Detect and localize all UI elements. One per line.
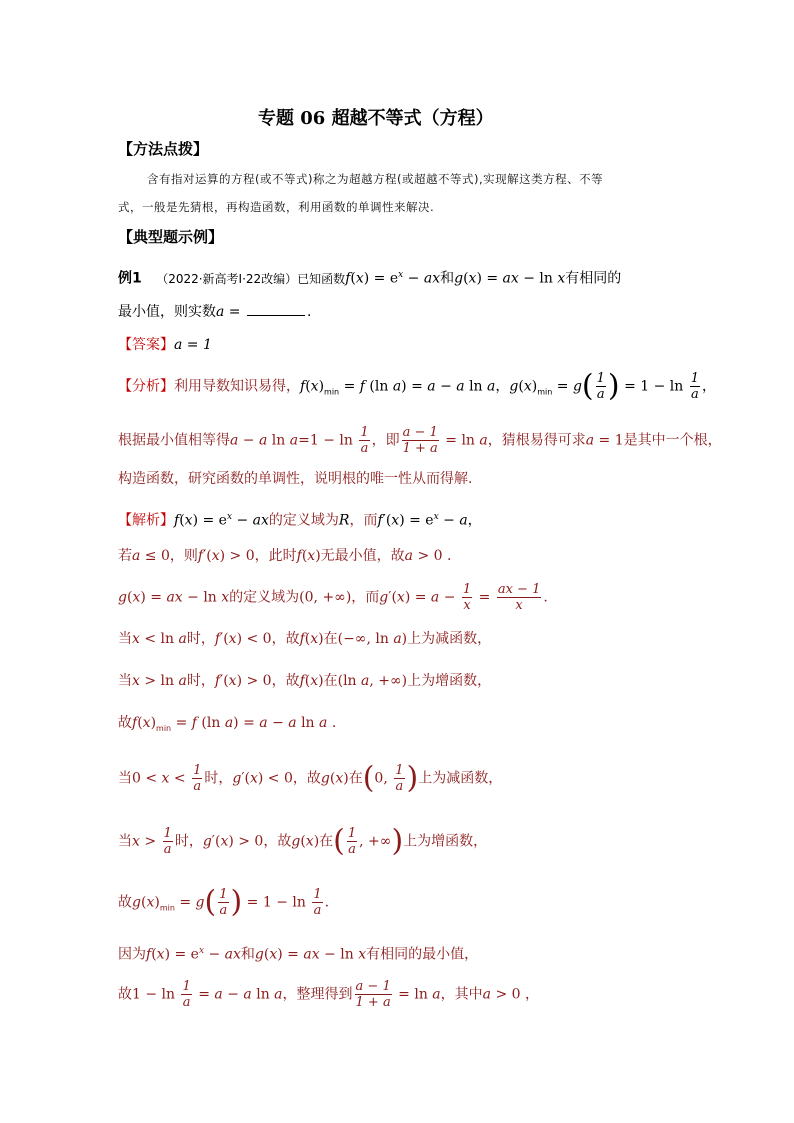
page-title: 专题 06 超越不等式（方程） [258, 108, 494, 129]
answer-tag: 【答案】 [118, 337, 174, 353]
solution-line-1: 【解析】$f(x) = e^x$ − ax的定义域为R，而$f'(x) = e^x - a$， [118, 512, 482, 529]
solution-line-4: 当x < ln a时，f′(x) < 0，故f(x)在(−∞, ln a)上为减函数， [118, 631, 492, 647]
solution-line-6: 故$f(x)_{min} = f$ (ln a) = a − a ln a . [118, 715, 337, 733]
solution-line-8: 当x > $\frac{1}{a}$ 时，g′(x) > 0，故g(x)在( $\frac{1}{a}$ , +∞)上为增函数， [118, 823, 488, 859]
solution-line-9: 故$g(x)_{min} = g$( $\frac{1}{a}$ ) = 1 − ln $\frac{1}{a}$ . [118, 884, 330, 920]
example-and: 和 [440, 270, 455, 287]
example-label: 例1 [118, 270, 142, 287]
method-text-line-1: 含有指对运算的方程(或不等式)称之为超越方程(或超越不等式),实现解这类方程、不等 [147, 172, 604, 186]
section-heading-examples: 【典型题示例】 [118, 228, 224, 246]
solution-line-2: 若a ≤ 0，则f′(x) > 0，此时f(x)无最小值，故a > 0 . [118, 548, 452, 564]
example-source: （2022·新高考Ⅰ·22改编）已知函数 [156, 271, 346, 286]
answer-value: a = 1 [174, 337, 212, 353]
answer-blank [247, 315, 305, 316]
solution-line-10: 因为$f(x) = e^x$ − ax和g(x) = ax − ln x有相同的最小值， [118, 946, 479, 963]
answer-line [118, 335, 212, 355]
solution-line-11: 故1 − ln $\frac{1}{a}$ = a − a ln a，整理得到 $\frac{a - 1}{1 + a}$ = ln a，其中a > 0 ， [118, 979, 540, 1010]
analysis-line-2: 根据最小值相等得a − a ln a=1 − ln $\frac{1}{a}$ ，即 $\frac{a - 1}{1 + a}$ = ln a，猜根易得可求a = 1是其中一个根， [118, 425, 722, 456]
example-1-line-2: 最小值，则实数a = . [118, 304, 312, 320]
analysis-line-1: 【分析】利用导数知识易得，$f(x)_{min} = f$ (ln a) = a − a ln a，$g(x)_{min} = g$( $\frac{1}{a}$ ) = 1 − ln $\frac{1}{a}$ ， [118, 368, 717, 404]
example-suffix: 有相同的 [565, 270, 622, 287]
solution-line-5: 当x > ln a时，f′(x) > 0，故f(x)在(ln a, +∞)上为增函数， [118, 673, 492, 689]
solution-line-3: g(x) = ax − ln x的定义域为(0, +∞)，而g′(x) = a − $\frac{1}{x}$ = $\frac{ax - 1}{x}$ . [118, 582, 548, 613]
analysis-line-3: 构造函数，研究函数的单调性，说明根的唯一性从而得解. [118, 471, 473, 487]
section-heading-method: 【方法点拨】 [118, 140, 209, 158]
solution-tag: 【解析】 [118, 512, 174, 529]
solution-line-7: 当0 < x < $\frac{1}{a}$ 时，g′(x) < 0，故g(x)在(0, $\frac{1}{a}$ )上为减函数， [118, 760, 503, 796]
method-text-line-2: 式，一般是先猜根，再构造函数，利用函数的单调性来解决. [118, 200, 435, 214]
analysis-tag: 【分析】 [118, 378, 174, 395]
example-1-line-1: 例1 （2022·新高考Ⅰ·22改编）已知函数$f(x) = e^x$ − ax和g(x) = ax − ln x有相同的 [118, 270, 622, 287]
